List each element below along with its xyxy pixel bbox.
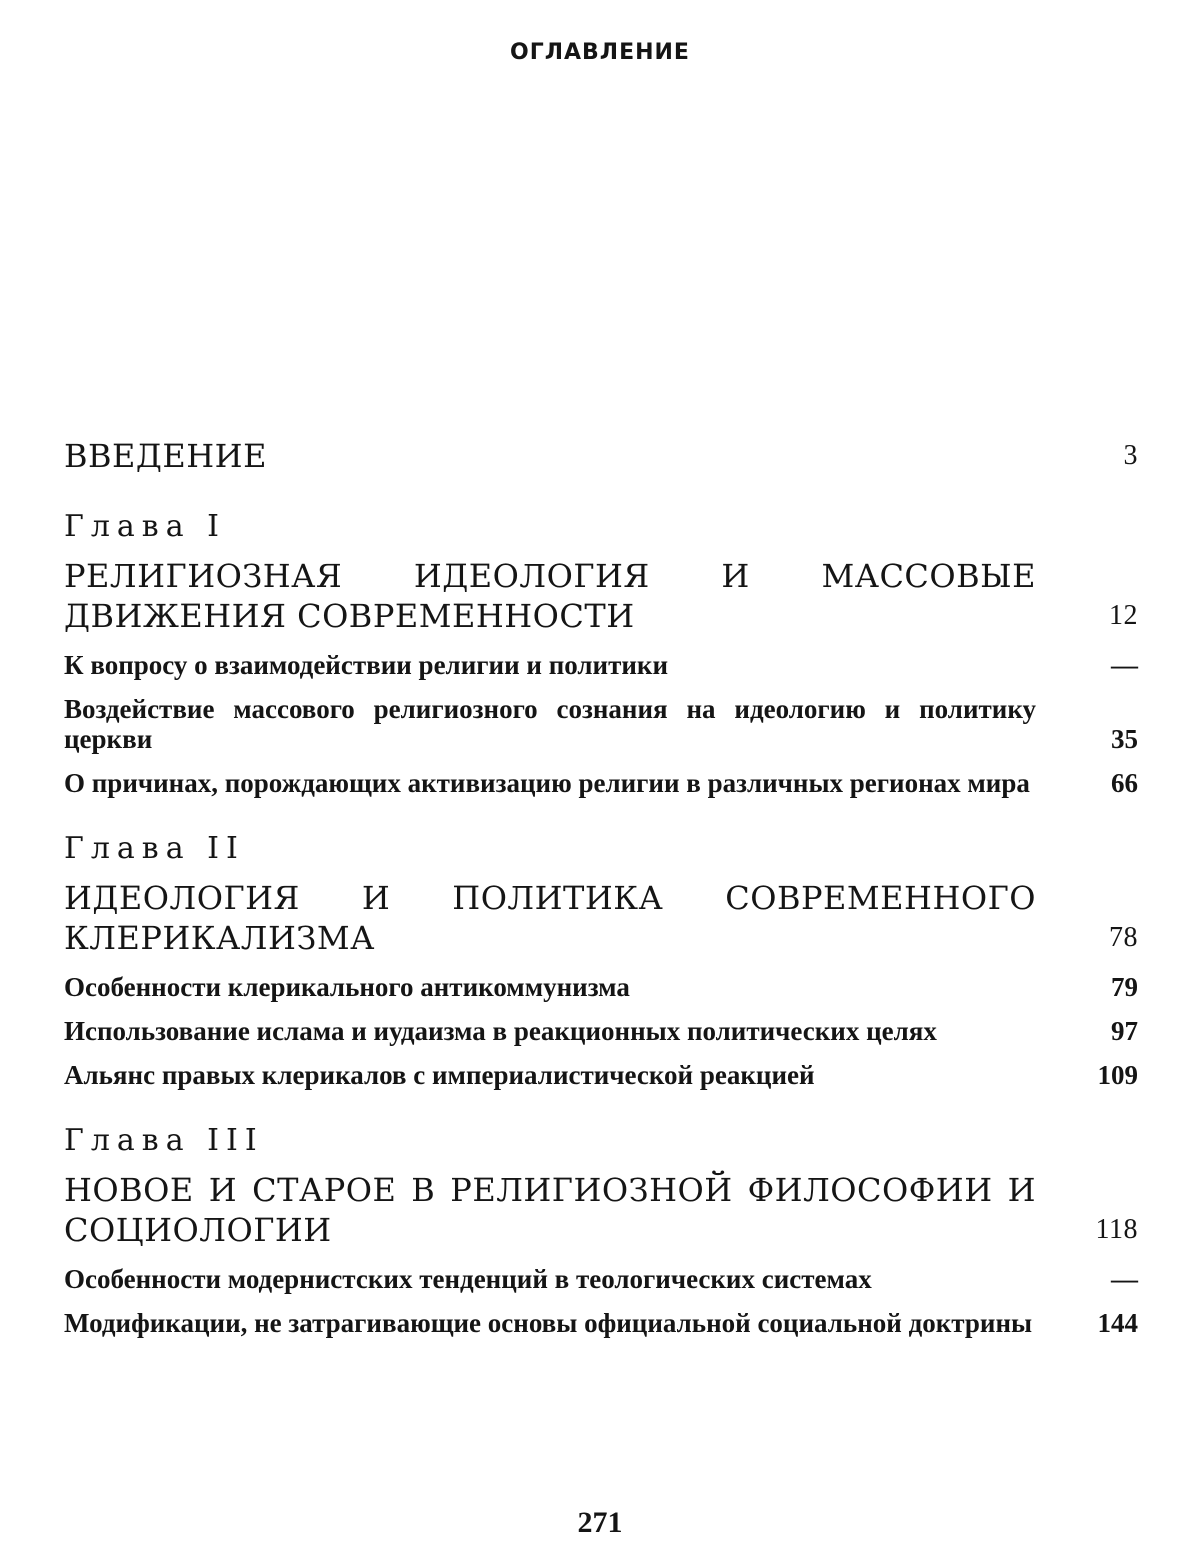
entry-title: НОВОЕ И СТАРОЕ В РЕЛИГИОЗНОЙ ФИЛОСОФИИ И СОЦИОЛОГИИ	[64, 1171, 1036, 1249]
entry-title: ВВЕДЕНИЕ	[64, 437, 267, 475]
section-entry	[64, 650, 1138, 680]
entry-title: Альянс правых клерикалов с империалистической реакцией	[64, 1060, 815, 1090]
chapter-label: Глава II	[64, 831, 245, 866]
section-entry	[64, 972, 1138, 1002]
entry-page-number: 66	[1111, 768, 1138, 798]
entry-page-number: 3	[1123, 440, 1138, 471]
entry-page-number: 118	[1095, 1214, 1138, 1245]
chapter-label: Глава III	[64, 1123, 264, 1158]
entry-page-number: 12	[1109, 600, 1138, 631]
entry-page-number: 144	[1097, 1308, 1138, 1338]
entry-title: Воздействие массового религиозного сознания на идеологию и политику церкви	[64, 694, 1036, 754]
chapter-title-entry	[64, 556, 1138, 636]
entry-page-number: —	[1111, 650, 1138, 680]
entry-page-number: 97	[1111, 1016, 1138, 1046]
section-entry	[64, 1016, 1138, 1046]
entry-page-number: 35	[1111, 724, 1138, 754]
entry-page-number: 109	[1097, 1060, 1138, 1090]
page-number: 271	[577, 1506, 623, 1539]
entry-title: О причинах, порождающих активизацию религии в различных регионах мира	[64, 768, 1030, 798]
toc-entry-introduction	[64, 436, 1138, 476]
entry-title: РЕЛИГИОЗНАЯ ИДЕОЛОГИЯ И МАССОВЫЕ ДВИЖЕНИЯ СОВРЕМЕННОСТИ	[64, 557, 1036, 635]
chapter-label: Глава I	[64, 509, 226, 544]
entry-title: Модификации, не затрагивающие основы официальной социальной доктрины	[64, 1308, 1033, 1338]
entry-page-number: —	[1111, 1264, 1138, 1294]
chapter-title-entry	[64, 878, 1138, 958]
entry-page-number: 79	[1111, 972, 1138, 1002]
entry-page-number: 78	[1109, 922, 1138, 953]
entry-title: Особенности клерикального антикоммунизма	[64, 972, 630, 1002]
section-entry	[64, 694, 1138, 754]
section-entry	[64, 1308, 1138, 1338]
entry-title: ИДЕОЛОГИЯ И ПОЛИТИКА СОВРЕМЕННОГО КЛЕРИКАЛИЗМА	[64, 879, 1036, 957]
section-entry	[64, 1264, 1138, 1294]
entry-title: К вопросу о взаимодействии религии и политики	[64, 650, 669, 680]
table-of-contents	[64, 436, 1138, 1338]
entry-title: Особенности модернистских тенденций в теологических системах	[64, 1264, 872, 1294]
section-entry	[64, 1060, 1138, 1090]
toc-heading: ОГЛАВЛЕНИЕ	[510, 40, 690, 65]
chapter-title-entry	[64, 1170, 1138, 1250]
section-entry	[64, 768, 1138, 798]
entry-title: Использование ислама и иудаизма в реакционных политических целях	[64, 1016, 937, 1046]
